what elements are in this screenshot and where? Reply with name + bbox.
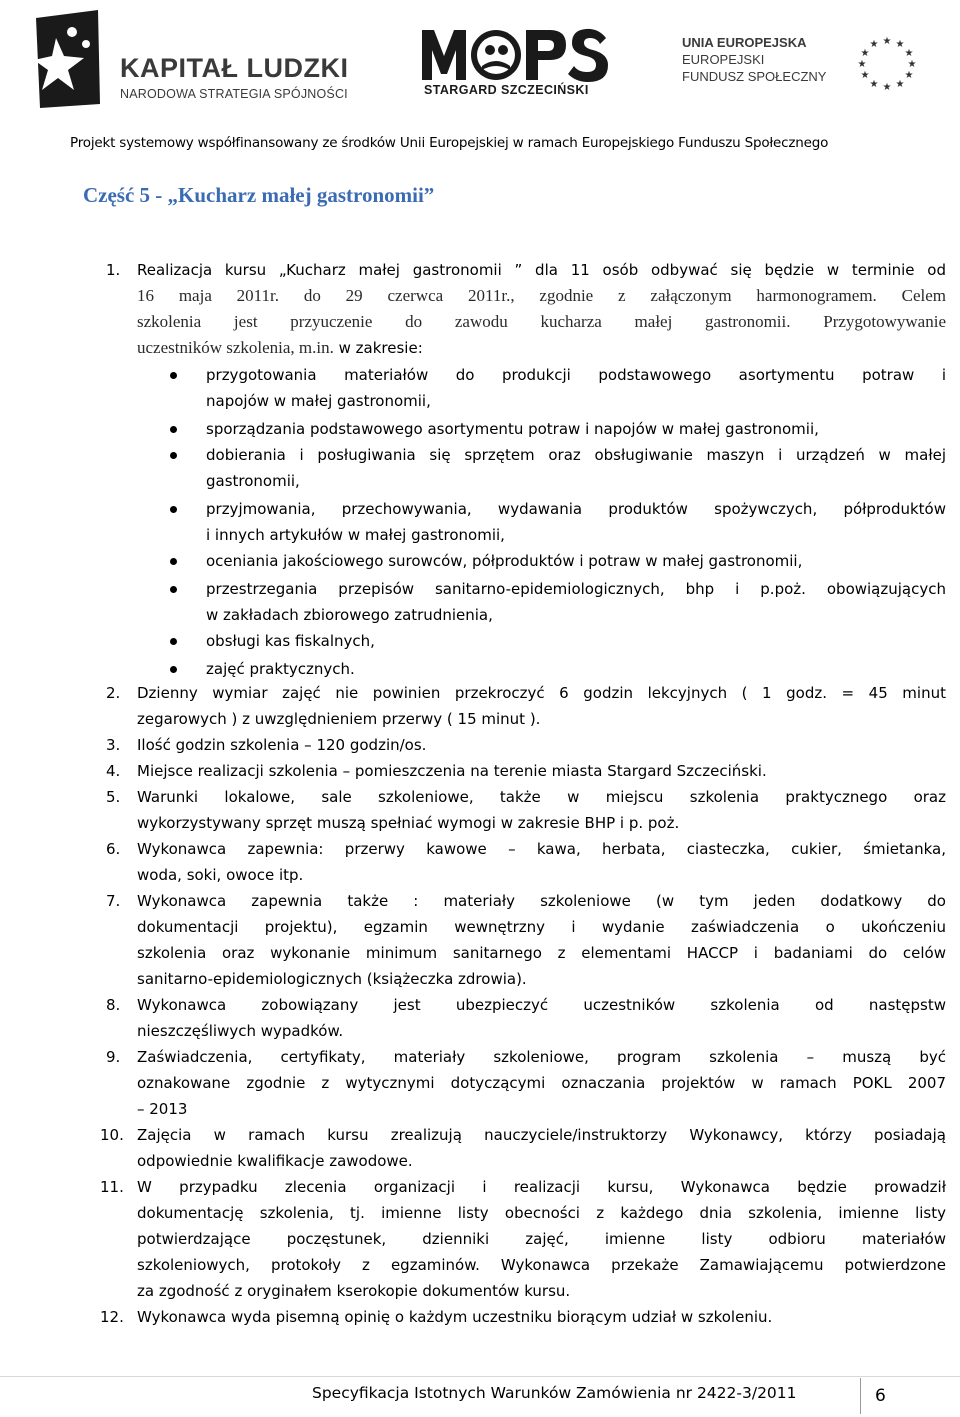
text-line: szkolenia oraz wykonanie minimum sanitarnego z elementami HACCP i badaniami do celów <box>137 944 946 962</box>
text-line <box>137 335 946 361</box>
bullet-text <box>206 362 946 414</box>
list-item-number: 4. <box>106 762 121 780</box>
bullet-dot-icon <box>170 452 177 459</box>
eu-line-3: FUNDUSZ SPOŁECZNY <box>682 69 827 84</box>
text-line: przyjmowania, przechowywania, wydawania produktów spożywczych, półproduktów <box>206 500 946 518</box>
list-item-text <box>137 257 946 361</box>
text-line: oceniania jakościowego surowców, półproduktów i potraw w małej gastronomii, <box>206 552 803 570</box>
bullet-dot-icon <box>170 586 177 593</box>
list-item-text <box>137 784 946 836</box>
text-line: 16 maja 2011r. do 29 czerwca 2011r., zgodnie z załączonym harmonogramem. Celem <box>137 286 946 305</box>
text-line: zegarowych ) z uwzględnieniem przerwy ( 15 minut ). <box>137 710 541 728</box>
text-line: Wykonawca wyda pisemną opinię o każdym uczestniku biorącym udział w szkoleniu. <box>137 1308 773 1326</box>
kapital-ludzki-title: KAPITAŁ LUDZKI <box>120 53 349 83</box>
text-line: Zaświadczenia, certyfikaty, materiały szkoleniowe, program szkolenia – muszą być <box>137 1048 946 1066</box>
section-title: Część 5 - „Kucharz małej gastronomii” <box>83 183 435 207</box>
svg-text:★: ★ <box>882 36 892 47</box>
text-line: dokumentację szkolenia, tj. imienne listy obecności z każdego dnia szkolenia, imienne listy <box>137 1204 946 1222</box>
svg-text:★: ★ <box>857 59 867 70</box>
list-item-number: 1. <box>106 261 121 279</box>
text-line: oznakowane zgodnie z wytycznymi dotyczącymi oznaczania projektów w ramach POKL 2007 <box>137 1074 946 1092</box>
text-line: – 2013 <box>137 1100 188 1118</box>
list-item-number: 7. <box>106 892 121 910</box>
svg-text:★: ★ <box>907 59 917 70</box>
kapital-ludzki-logo <box>28 8 349 112</box>
page-number: 6 <box>860 1378 910 1414</box>
text-line: przygotowania materiałów do produkcji podstawowego asortymentu potraw i <box>206 366 946 384</box>
bullet-text <box>206 442 946 494</box>
bullet-dot-icon <box>170 638 177 645</box>
eu-line-2: EUROPEJSKI <box>682 52 765 67</box>
text-line: zajęć praktycznych. <box>206 660 355 678</box>
list-item-number: 10. <box>100 1126 124 1144</box>
bullet-dot-icon <box>170 558 177 565</box>
list-item-text <box>137 1304 946 1330</box>
svg-text:★: ★ <box>869 39 879 50</box>
text-line: sporządzania podstawowego asortymentu potraw i napojów w małej gastronomii, <box>206 420 819 438</box>
bullet-text <box>206 548 946 574</box>
bullet-dot-icon <box>170 426 177 433</box>
text-line: Wykonawca zapewnia: przerwy kawowe – kawa, herbata, ciasteczka, cukier, śmietanka, <box>137 840 946 858</box>
mops-wordmark <box>420 26 610 84</box>
text-line: obsługi kas fiskalnych, <box>206 632 375 650</box>
text-line: sanitarno-epidemiologicznych (książeczka zdrowia). <box>137 970 527 988</box>
list-item-text <box>137 1044 946 1122</box>
bullet-dot-icon <box>170 372 177 379</box>
list-item-number: 11. <box>100 1178 124 1196</box>
eu-logo-text <box>682 34 826 85</box>
eu-logo <box>682 34 952 94</box>
text-line: Wykonawca zapewnia także : materiały szkoleniowe (w tym jeden dodatkowy do <box>137 892 946 910</box>
list-item-text <box>137 888 946 992</box>
text-line: Wykonawca zobowiązany jest ubezpieczyć uczestników szkolenia od następstw <box>137 996 946 1014</box>
text-line: potwierdzające poczęstunek, dzienniki zajęć, imienne listy odbioru materiałów <box>137 1230 946 1248</box>
text-line: Realizacja kursu „Kucharz małej gastronomii ” dla 11 osób odbywać się będzie w terminie od <box>137 261 946 279</box>
list-item-number: 5. <box>106 788 121 806</box>
svg-text:★: ★ <box>904 70 914 81</box>
list-item-text <box>137 758 946 784</box>
mops-logo <box>420 26 610 102</box>
text-line: nieszczęśliwych wypadków. <box>137 1022 344 1040</box>
svg-text:★: ★ <box>882 82 892 90</box>
text-line: Zajęcia w ramach kursu zrealizują nauczyciele/instruktorzy Wykonawcy, którzy posiadają <box>137 1126 946 1144</box>
list-item-text <box>137 836 946 888</box>
list-item-text <box>137 1174 946 1304</box>
kapital-ludzki-emblem-icon <box>28 8 108 112</box>
text-line: za zgodność z oryginałem kserokopie dokumentów kursu. <box>137 1282 571 1300</box>
bullet-dot-icon <box>170 666 177 673</box>
list-item-number: 8. <box>106 996 121 1014</box>
list-item-text <box>137 1122 946 1174</box>
text-line: Dzienny wymiar zajęć nie powinien przekroczyć 6 godzin lekcyjnych ( 1 godz. = 45 minut <box>137 684 946 702</box>
list-item-number: 9. <box>106 1048 121 1066</box>
svg-text:★: ★ <box>869 79 879 90</box>
text-line: napojów w małej gastronomii, <box>206 392 431 410</box>
footer-text: Specyfikacja Istotnych Warunków Zamówienia nr 2422-3/2011 <box>312 1384 797 1402</box>
list-item-text <box>137 992 946 1044</box>
bullet-text <box>206 656 946 682</box>
eu-line-1: UNIA EUROPEJSKA <box>682 35 807 50</box>
bullet-text <box>206 576 946 628</box>
footer-divider <box>0 1376 960 1377</box>
text-line: Warunki lokalowe, sale szkoleniowe, także w miejscu szkolenia praktycznego oraz <box>137 788 946 806</box>
text-line: szkoleniowych, protokoły z egzaminów. Wykonawca przekaże Zamawiającemu potwierdzone <box>137 1256 946 1274</box>
text-line: woda, soki, owoce itp. <box>137 866 304 884</box>
bullet-text <box>206 496 946 548</box>
text-line: wykorzystywany sprzęt muszą spełniać wymogi w zakresie BHP i p. poż. <box>137 814 680 832</box>
list-item-number: 6. <box>106 840 121 858</box>
kapital-ludzki-subtitle: NARODOWA STRATEGIA SPÓJNOŚCI <box>120 87 348 101</box>
text-line: dokumentacji projektu), egzamin wewnętrzny i wydanie zaświadczenia o ukończeniu <box>137 918 946 936</box>
bullet-dot-icon <box>170 506 177 513</box>
eu-stars-flag-icon <box>847 34 927 90</box>
text-line: dobierania i posługiwania się sprzętem oraz obsługiwanie maszyn i urządzeń w małej <box>206 446 946 464</box>
svg-text:★: ★ <box>860 48 870 59</box>
text-segment: uczestników szkolenia, m.in. <box>137 338 334 357</box>
bullet-text <box>206 628 946 654</box>
text-line: i innych artykułów w małej gastronomii, <box>206 526 505 544</box>
text-line: w zakładach zbiorowego zatrudnienia, <box>206 606 493 624</box>
text-line: Ilość godzin szkolenia – 120 godzin/os. <box>137 736 427 754</box>
text-line: szkolenia jest przyuczenie do zawodu kucharza małej gastronomii. Przygotowywanie <box>137 312 946 331</box>
list-item-number: 2. <box>106 684 121 702</box>
text-line: Miejsce realizacji szkolenia – pomieszczenia na terenie miasta Stargard Szczeciński. <box>137 762 767 780</box>
svg-text:★: ★ <box>860 70 870 81</box>
svg-text:★: ★ <box>895 39 905 50</box>
bullet-text <box>206 416 946 442</box>
text-line: W przypadku zlecenia organizacji i realizacji kursu, Wykonawca będzie prowadził <box>137 1178 946 1196</box>
text-line: gastronomii, <box>206 472 300 490</box>
list-item-text <box>137 680 946 732</box>
text-line: odpowiednie kwalifikacje zawodowe. <box>137 1152 413 1170</box>
text-segment: w zakresie: <box>333 339 423 357</box>
text-line: przestrzegania przepisów sanitarno-epidemiologicznych, bhp i p.poż. obowiązujących <box>206 580 946 598</box>
list-item-number: 3. <box>106 736 121 754</box>
list-item-text <box>137 732 946 758</box>
svg-text:★: ★ <box>895 79 905 90</box>
project-funding-line: Projekt systemowy współfinansowany ze środków Unii Europejskiej w ramach Europejskiego Funduszu Społecznego <box>70 135 829 151</box>
mops-subtitle: STARGARD SZCZECIŃSKI <box>424 83 589 97</box>
svg-text:★: ★ <box>904 48 914 59</box>
list-item-number: 12. <box>100 1308 124 1326</box>
